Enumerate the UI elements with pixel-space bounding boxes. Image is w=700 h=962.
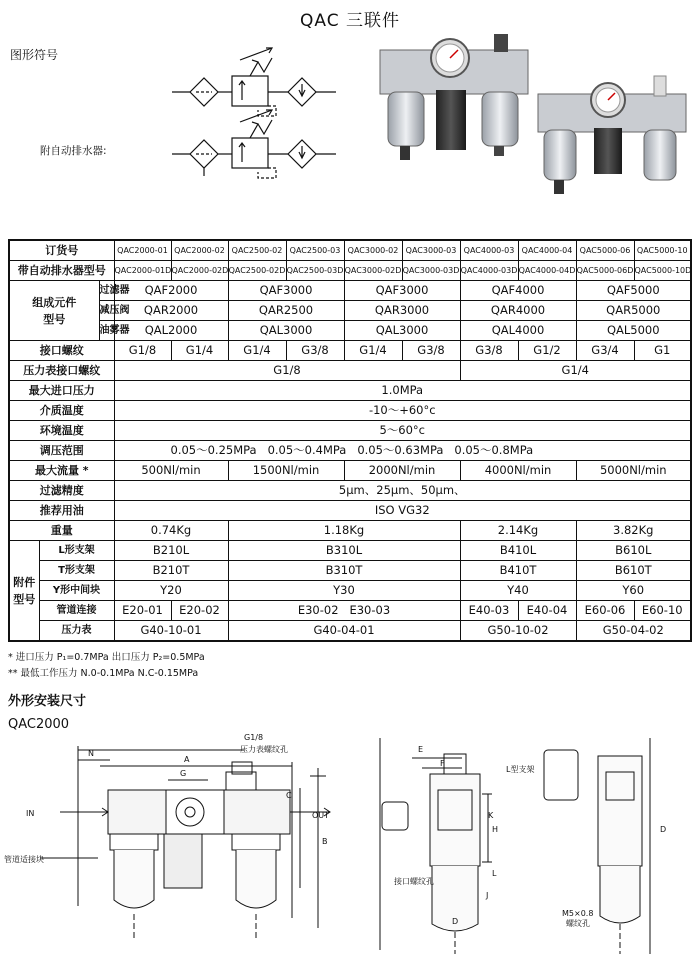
page-title: QAC 三联件 (300, 11, 400, 31)
y-block-value: Y30 (228, 581, 460, 601)
order-code: QAC2500-02 (228, 240, 286, 261)
l-bracket-label: L形支架 (39, 541, 114, 561)
screw-hole-label: 螺纹孔 (566, 919, 590, 928)
gauge-value: G40-10-01 (114, 621, 228, 642)
regulator-model: QAR3000 (344, 301, 460, 321)
note-2: ** 最低工作压力 N.0-0.1MPa N.C-0.15MPa (8, 668, 199, 679)
flow-value: 5000Nl/min (576, 461, 691, 481)
ambient-temp-value: 5～60°c (114, 421, 691, 441)
max-pressure-label: 最大进口压力 (9, 381, 114, 401)
port-value: G1/8 (114, 341, 171, 361)
in-label: IN (26, 809, 35, 818)
y-block-label: Y形中间块 (39, 581, 114, 601)
range-value: 0.05～0.25MPa 0.05～0.4MPa 0.05～0.63MPa 0.05～0.8MPa (114, 441, 691, 461)
filtration-value: 5μm、25μm、50μm、 (114, 481, 691, 501)
lubricator-model: QAL4000 (460, 321, 576, 341)
table-row (9, 541, 691, 561)
note-1: * 进口压力 P₁=0.7MPa 出口压力 P₂=0.5MPa (8, 652, 205, 663)
weight-value: 0.74Kg (114, 521, 228, 541)
lubricator-model: QAL3000 (344, 321, 460, 341)
filter-label: 过滤器 (99, 281, 114, 301)
table-row (9, 401, 691, 421)
model-label: QAC2000 (8, 717, 70, 732)
auto-drain-label: 附自动排水器: (40, 145, 107, 157)
oil-label: 推荐用油 (9, 501, 114, 521)
g18-label: G1/8 (244, 733, 264, 742)
order-code: QAC5000-10 (634, 240, 691, 261)
filtration-label: 过滤精度 (9, 481, 114, 501)
accessory-label (9, 541, 39, 642)
component-label-1: 组成元件 (32, 295, 77, 309)
gauge-hole-label: 压力表螺纹孔 (240, 745, 288, 754)
lubricator-model: QAL2000 (114, 321, 228, 341)
order-code: QAC3000-02 (344, 240, 402, 261)
port-hole-label: 接口螺纹孔 (394, 877, 434, 886)
n-label: N (88, 749, 94, 758)
h-label: H (492, 825, 499, 834)
table-row (9, 561, 691, 581)
gauge-value: G50-10-02 (460, 621, 576, 642)
max-pressure-value: 1.0MPa (114, 381, 691, 401)
g-label: G (180, 769, 187, 778)
port-value: G1/4 (171, 341, 228, 361)
pipe-label: 管道连接 (39, 601, 114, 621)
c-label: C (286, 791, 292, 800)
filter-model: QAF4000 (460, 281, 576, 301)
auto-code: QAC3000-03D (402, 261, 460, 281)
gauge-port-label: 压力表接口螺纹 (9, 361, 114, 381)
flow-value: 1500Nl/min (228, 461, 344, 481)
flow-label: 最大流量 * (9, 461, 114, 481)
gauge-value: G40-04-01 (228, 621, 460, 642)
order-code: QAC5000-06 (576, 240, 634, 261)
gauge-port-value: G1/8 (114, 361, 460, 381)
auto-code: QAC2000-01D (114, 261, 171, 281)
port-value: G1/4 (344, 341, 402, 361)
gauge-value: G50-04-02 (576, 621, 691, 642)
d-label: D (452, 917, 459, 926)
table-row (9, 421, 691, 441)
pipe-value: E40-03 (460, 601, 518, 621)
pipe-value: E60-10 (634, 601, 691, 621)
regulator-model: QAR2500 (228, 301, 344, 321)
l-bracket-value: B310L (228, 541, 460, 561)
side-view (380, 738, 492, 954)
filter-model: QAF5000 (576, 281, 691, 301)
auto-code: QAC3000-02D (344, 261, 402, 281)
a-label: A (184, 755, 190, 764)
table-row (9, 321, 691, 341)
l-bracket-value: B210L (114, 541, 228, 561)
dimensions-title: 外形安装尺寸 (8, 694, 87, 709)
table-row (9, 240, 691, 261)
auto-code: QAC2000-02D (171, 261, 228, 281)
l-bracket-label: L型支架 (506, 765, 535, 774)
filter-model: QAF3000 (344, 281, 460, 301)
frl-symbol (172, 48, 336, 116)
weight-value: 1.18Kg (228, 521, 460, 541)
y-block-value: Y40 (460, 581, 576, 601)
auto-label: 带自动排水器型号 (9, 261, 114, 281)
port-value: G1/4 (228, 341, 286, 361)
pipe-value: E30-02 E30-03 (228, 601, 460, 621)
weight-label: 重量 (9, 521, 114, 541)
auto-code: QAC5000-10D (634, 261, 691, 281)
k-label: K (488, 811, 494, 820)
order-code: QAC2000-02 (171, 240, 228, 261)
auto-code: QAC5000-06D (576, 261, 634, 281)
port-value: G3/4 (576, 341, 634, 361)
regulator-model: QAR5000 (576, 301, 691, 321)
table-row (9, 601, 691, 621)
table-row (9, 261, 691, 281)
order-code: QAC2000-01 (114, 240, 171, 261)
out-label: OUT (312, 811, 330, 820)
t-bracket-value: B310T (228, 561, 460, 581)
spec-table (8, 239, 692, 642)
accessory-label-2: 型号 (13, 592, 36, 606)
y-block-value: Y60 (576, 581, 691, 601)
regulator-model: QAR2000 (114, 301, 228, 321)
medium-temp-value: -10～+60°c (114, 401, 691, 421)
accessory-label-1: 附件 (13, 575, 36, 589)
lubricator-model: QAL5000 (576, 321, 691, 341)
table-row (9, 441, 691, 461)
dimension-drawing (0, 728, 700, 960)
port-value: G3/8 (286, 341, 344, 361)
weight-value: 2.14Kg (460, 521, 576, 541)
table-row (9, 461, 691, 481)
b-label: B (322, 837, 328, 846)
weight-value: 3.82Kg (576, 521, 691, 541)
l-bracket-value: B610L (576, 541, 691, 561)
pipe-adapter-label: 管道适接块 (4, 855, 44, 864)
component-label-2: 型号 (43, 312, 66, 326)
auto-code: QAC4000-03D (460, 261, 518, 281)
oil-value: ISO VG32 (114, 501, 691, 521)
table-row (9, 361, 691, 381)
order-code: QAC2500-03 (286, 240, 344, 261)
flow-value: 4000Nl/min (460, 461, 576, 481)
t-bracket-value: B210T (114, 561, 228, 581)
y-block-value: Y20 (114, 581, 228, 601)
medium-temp-label: 介质温度 (9, 401, 114, 421)
range-label: 调压范围 (9, 441, 114, 461)
l-bracket-value: B410L (460, 541, 576, 561)
lubricator-model: QAL3000 (228, 321, 344, 341)
table-row (9, 301, 691, 321)
table-row (9, 341, 691, 361)
table-row (9, 281, 691, 301)
port-value: G1/2 (518, 341, 576, 361)
auto-code: QAC2500-03D (286, 261, 344, 281)
symbol-label: 图形符号 (10, 48, 59, 62)
component-label (9, 281, 99, 341)
t-bracket-label: T形支架 (39, 561, 114, 581)
order-code: QAC4000-03 (460, 240, 518, 261)
order-code: QAC4000-04 (518, 240, 576, 261)
t-bracket-value: B610T (576, 561, 691, 581)
frl-auto-drain-symbol (172, 110, 336, 178)
frl-unit-large (380, 34, 528, 160)
m5-label: M5×0.8 (562, 909, 594, 918)
j-label: J (486, 891, 489, 900)
flow-value: 500Nl/min (114, 461, 228, 481)
gauge-port-value: G1/4 (460, 361, 691, 381)
gauge-label: 压力表 (39, 621, 114, 642)
pneumatic-symbols (168, 44, 343, 184)
pipe-value: E40-04 (518, 601, 576, 621)
regulator-model: QAR4000 (460, 301, 576, 321)
port-value: G1 (634, 341, 691, 361)
auto-code: QAC2500-02D (228, 261, 286, 281)
l-label: L (492, 869, 497, 878)
regulator-label: 减压阀 (99, 301, 114, 321)
port-label: 接口螺纹 (9, 341, 114, 361)
d-label: D (660, 825, 667, 834)
table-row (9, 501, 691, 521)
f-label: F (440, 759, 445, 768)
table-row (9, 581, 691, 601)
frl-unit-small (538, 76, 686, 194)
pipe-value: E20-01 (114, 601, 171, 621)
order-label: 订货号 (9, 240, 114, 261)
auto-code: QAC4000-04D (518, 261, 576, 281)
filter-model: QAF2000 (114, 281, 228, 301)
flow-value: 2000Nl/min (344, 461, 460, 481)
table-row (9, 381, 691, 401)
side-view-2 (544, 738, 650, 954)
port-value: G3/8 (402, 341, 460, 361)
lubricator-label: 油雾器 (99, 321, 114, 341)
order-code: QAC3000-03 (402, 240, 460, 261)
ambient-temp-label: 环境温度 (9, 421, 114, 441)
port-value: G3/8 (460, 341, 518, 361)
t-bracket-value: B410T (460, 561, 576, 581)
pipe-value: E20-02 (171, 601, 228, 621)
product-photo (378, 28, 696, 198)
table-row (9, 621, 691, 642)
table-row (9, 521, 691, 541)
pipe-value: E60-06 (576, 601, 634, 621)
e-label: E (418, 745, 424, 754)
filter-model: QAF3000 (228, 281, 344, 301)
table-row (9, 481, 691, 501)
